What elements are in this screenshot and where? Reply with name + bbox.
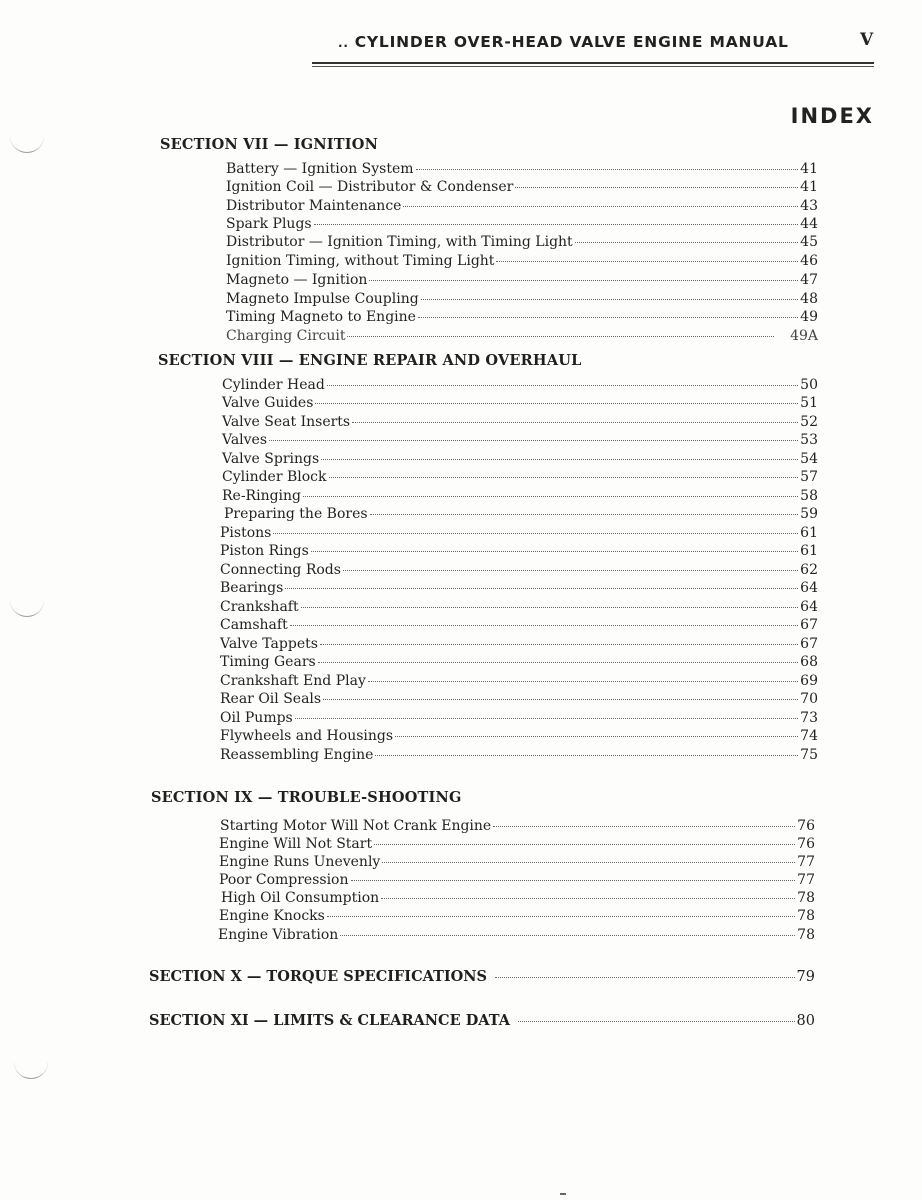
entry-page: 77: [797, 872, 815, 888]
dot-leader: [375, 755, 798, 756]
dot-leader: [320, 644, 798, 645]
entry-label: Ignition Timing, without Timing Light: [226, 253, 495, 269]
entry-label: Magneto — Ignition: [226, 272, 368, 288]
entry-page: 77: [797, 854, 815, 870]
manual-title: [338, 33, 789, 51]
toc-entry[interactable]: [218, 926, 815, 944]
dot-leader: [352, 422, 798, 423]
dot-leader: [493, 826, 795, 827]
dot-leader: [290, 625, 798, 626]
entry-label: Spark Plugs: [226, 216, 312, 232]
toc-entry[interactable]: [220, 709, 818, 727]
entry-page: 47: [800, 272, 818, 288]
entry-label: Charging Circuit: [226, 328, 346, 344]
dot-leader: [285, 588, 798, 589]
dot-leader: [311, 551, 798, 552]
entry-page: 58: [800, 488, 818, 504]
entry-label: Distributor — Ignition Timing, with Timing Light: [226, 234, 573, 250]
entry-page: 69: [800, 673, 818, 689]
toc-entry[interactable]: [221, 889, 815, 907]
entry-label: Valve Guides: [222, 395, 314, 411]
entry-page: 49: [800, 309, 818, 325]
entry-label: Valve Tappets: [220, 636, 318, 652]
entry-label: Timing Gears: [220, 654, 316, 670]
entry-page: 68: [800, 654, 818, 670]
entry-label: Ignition Coil — Distributor & Condenser: [226, 179, 514, 195]
dot-leader: [273, 533, 798, 534]
dot-leader: [395, 736, 798, 737]
toc-entry[interactable]: [226, 215, 818, 233]
entry-page: 73: [800, 710, 818, 726]
toc-entry[interactable]: [226, 308, 818, 326]
dot-leader: [315, 403, 798, 404]
punch-hole-mark-middle: [10, 598, 44, 617]
dot-leader: [314, 224, 799, 225]
toc-entry[interactable]: [226, 233, 818, 251]
toc-entry[interactable]: [226, 178, 818, 196]
entry-page: 75: [800, 747, 818, 763]
entry-page: 79: [796, 969, 815, 985]
toc-entry[interactable]: [226, 252, 818, 270]
toc-entry[interactable]: [226, 160, 818, 178]
dot-leader: [374, 844, 795, 845]
toc-entry[interactable]: [220, 542, 818, 560]
entry-label: Battery — Ignition System: [226, 161, 414, 177]
entry-page: 48: [800, 291, 818, 307]
toc-entry[interactable]: [220, 616, 818, 634]
entry-page: 78: [797, 890, 815, 906]
dot-leader: [301, 607, 799, 608]
entry-page: 52: [800, 414, 818, 430]
entry-page: 67: [800, 617, 818, 633]
header-rule-thin: [312, 66, 874, 67]
entry-label: Starting Motor Will Not Crank Engine: [220, 818, 492, 834]
dot-leader: [303, 496, 798, 497]
dot-leader: [327, 385, 798, 386]
toc-entry[interactable]: [226, 290, 818, 308]
toc-entry[interactable]: [220, 727, 818, 745]
dot-leader: [323, 699, 798, 700]
toc-entry[interactable]: [220, 817, 815, 835]
punch-hole-mark-bottom: [14, 1060, 48, 1079]
dot-leader: [343, 570, 798, 571]
dot-leader: [351, 880, 796, 881]
toc-entry[interactable]: [220, 524, 818, 542]
toc-entry[interactable]: [220, 635, 818, 653]
dot-leader: [370, 514, 799, 515]
header-mark: ..: [338, 36, 349, 50]
section-heading-x: SECTION X — TORQUE SPECIFICATIONS: [149, 968, 488, 985]
entry-page: 50: [800, 377, 818, 393]
dot-leader: [381, 898, 795, 899]
section-heading-viii: SECTION VIII — ENGINE REPAIR AND OVERHAUL: [158, 352, 582, 369]
entry-label: Reassembling Engine: [220, 747, 374, 763]
entry-label: Poor Compression: [219, 872, 349, 888]
dot-leader: [575, 242, 799, 243]
dot-leader: [382, 862, 795, 863]
toc-entry[interactable]: [226, 197, 818, 215]
entry-page: 45: [800, 234, 818, 250]
toc-entry[interactable]: [222, 431, 818, 449]
toc-entry[interactable]: [220, 579, 818, 597]
toc-entry[interactable]: [224, 505, 818, 523]
entry-label: Connecting Rods: [220, 562, 341, 578]
entry-page: 54: [800, 451, 818, 467]
entry-label: Rear Oil Seals: [220, 691, 322, 707]
entry-label: Engine Runs Unevenly: [219, 854, 381, 870]
entry-label: Re-Ringing: [222, 488, 302, 504]
entry-label: Cylinder Block: [222, 469, 327, 485]
dot-leader: [295, 718, 798, 719]
header-rule-thick: [312, 62, 874, 64]
entry-page: 59: [800, 506, 818, 522]
entry-page: 57: [800, 469, 818, 485]
entry-page: 49A: [790, 328, 818, 344]
dot-leader: [418, 317, 798, 318]
entry-page: 64: [800, 580, 818, 596]
toc-entry[interactable]: [220, 672, 818, 690]
entry-page: 43: [800, 198, 818, 214]
entry-label: Preparing the Bores: [224, 506, 368, 522]
toc-entry[interactable]: [222, 468, 818, 486]
entry-label: Valves: [222, 432, 268, 448]
entry-label: Camshaft: [220, 617, 288, 633]
entry-label: High Oil Consumption: [221, 890, 380, 906]
entry-label: Engine Vibration: [218, 927, 339, 943]
toc-entry[interactable]: [222, 394, 818, 412]
entry-page: 67: [800, 636, 818, 652]
entry-page: 62: [800, 562, 818, 578]
toc-entry[interactable]: [222, 487, 818, 505]
entry-label: Distributor Maintenance: [226, 198, 402, 214]
toc-entry[interactable]: [219, 907, 815, 925]
dot-leader: [403, 206, 798, 207]
index-title: INDEX: [790, 104, 874, 128]
toc-entry[interactable]: [220, 746, 818, 764]
section-entry-x[interactable]: [149, 968, 815, 985]
section-entry-xi[interactable]: [149, 1012, 815, 1029]
entry-page: 53: [800, 432, 818, 448]
dot-leader: [347, 336, 774, 337]
entry-page: 61: [800, 525, 818, 541]
entry-label: Piston Rings: [220, 543, 309, 559]
entry-label: Magneto Impulse Coupling: [226, 291, 419, 307]
entry-label: Bearings: [220, 580, 284, 596]
entry-label: Oil Pumps: [220, 710, 293, 726]
entry-page: 44: [800, 216, 818, 232]
toc-entry[interactable]: [220, 690, 818, 708]
toc-entry[interactable]: [220, 653, 818, 671]
dot-leader: [421, 299, 798, 300]
scan-speck: [560, 1193, 566, 1195]
entry-page: 41: [800, 179, 818, 195]
entry-label: Valve Springs: [222, 451, 320, 467]
entry-page: 76: [797, 836, 815, 852]
entry-label: Engine Will Not Start: [219, 836, 373, 852]
entry-label: Cylinder Head: [222, 377, 325, 393]
manual-title-text: CYLINDER OVER-HEAD VALVE ENGINE MANUAL: [354, 33, 789, 51]
toc-entry[interactable]: [226, 327, 818, 345]
dot-leader: [368, 681, 798, 682]
dot-leader: [495, 977, 795, 978]
entry-page: 46: [800, 253, 818, 269]
dot-leader: [496, 261, 798, 262]
toc-entry[interactable]: [219, 871, 815, 889]
dot-leader: [318, 662, 798, 663]
dot-leader: [269, 440, 798, 441]
toc-entry[interactable]: [222, 450, 818, 468]
entry-page: 64: [800, 599, 818, 615]
entry-label: Valve Seat Inserts: [222, 414, 351, 430]
toc-entry[interactable]: [222, 413, 818, 431]
page-numeral: V: [860, 30, 874, 50]
toc-entry[interactable]: [219, 835, 815, 853]
section-heading-vii: SECTION VII — IGNITION: [160, 136, 379, 153]
toc-entry[interactable]: [220, 561, 818, 579]
toc-entry[interactable]: [222, 376, 818, 394]
toc-entry[interactable]: [226, 271, 818, 289]
section-heading-ix: SECTION IX — TROUBLE-SHOOTING: [151, 789, 462, 806]
entry-label: Pistons: [220, 525, 272, 541]
entry-page: 78: [797, 908, 815, 924]
section-heading-xi: SECTION XI — LIMITS & CLEARANCE DATA: [149, 1012, 510, 1029]
entry-label: Flywheels and Housings: [220, 728, 394, 744]
dot-leader: [321, 459, 798, 460]
punch-hole-mark-top: [10, 134, 44, 153]
dot-leader: [515, 187, 798, 188]
entry-page: 61: [800, 543, 818, 559]
dot-leader: [340, 935, 795, 936]
entry-page: 74: [800, 728, 818, 744]
running-header: [338, 30, 883, 53]
entry-page: 70: [800, 691, 818, 707]
entry-page: 51: [800, 395, 818, 411]
entry-page: 76: [797, 818, 815, 834]
entry-page: 80: [796, 1013, 815, 1029]
toc-entry[interactable]: [220, 598, 818, 616]
dot-leader: [369, 280, 798, 281]
entry-page: 41: [800, 161, 818, 177]
entry-label: Engine Knocks: [219, 908, 325, 924]
dot-leader: [329, 477, 799, 478]
entry-label: Crankshaft End Play: [220, 673, 366, 689]
dot-leader: [416, 169, 799, 170]
dot-leader: [518, 1021, 795, 1022]
entry-page: 78: [797, 927, 815, 943]
entry-label: Crankshaft: [220, 599, 299, 615]
dot-leader: [327, 916, 795, 917]
entry-label: Timing Magneto to Engine: [226, 309, 416, 325]
toc-entry[interactable]: [219, 853, 815, 871]
